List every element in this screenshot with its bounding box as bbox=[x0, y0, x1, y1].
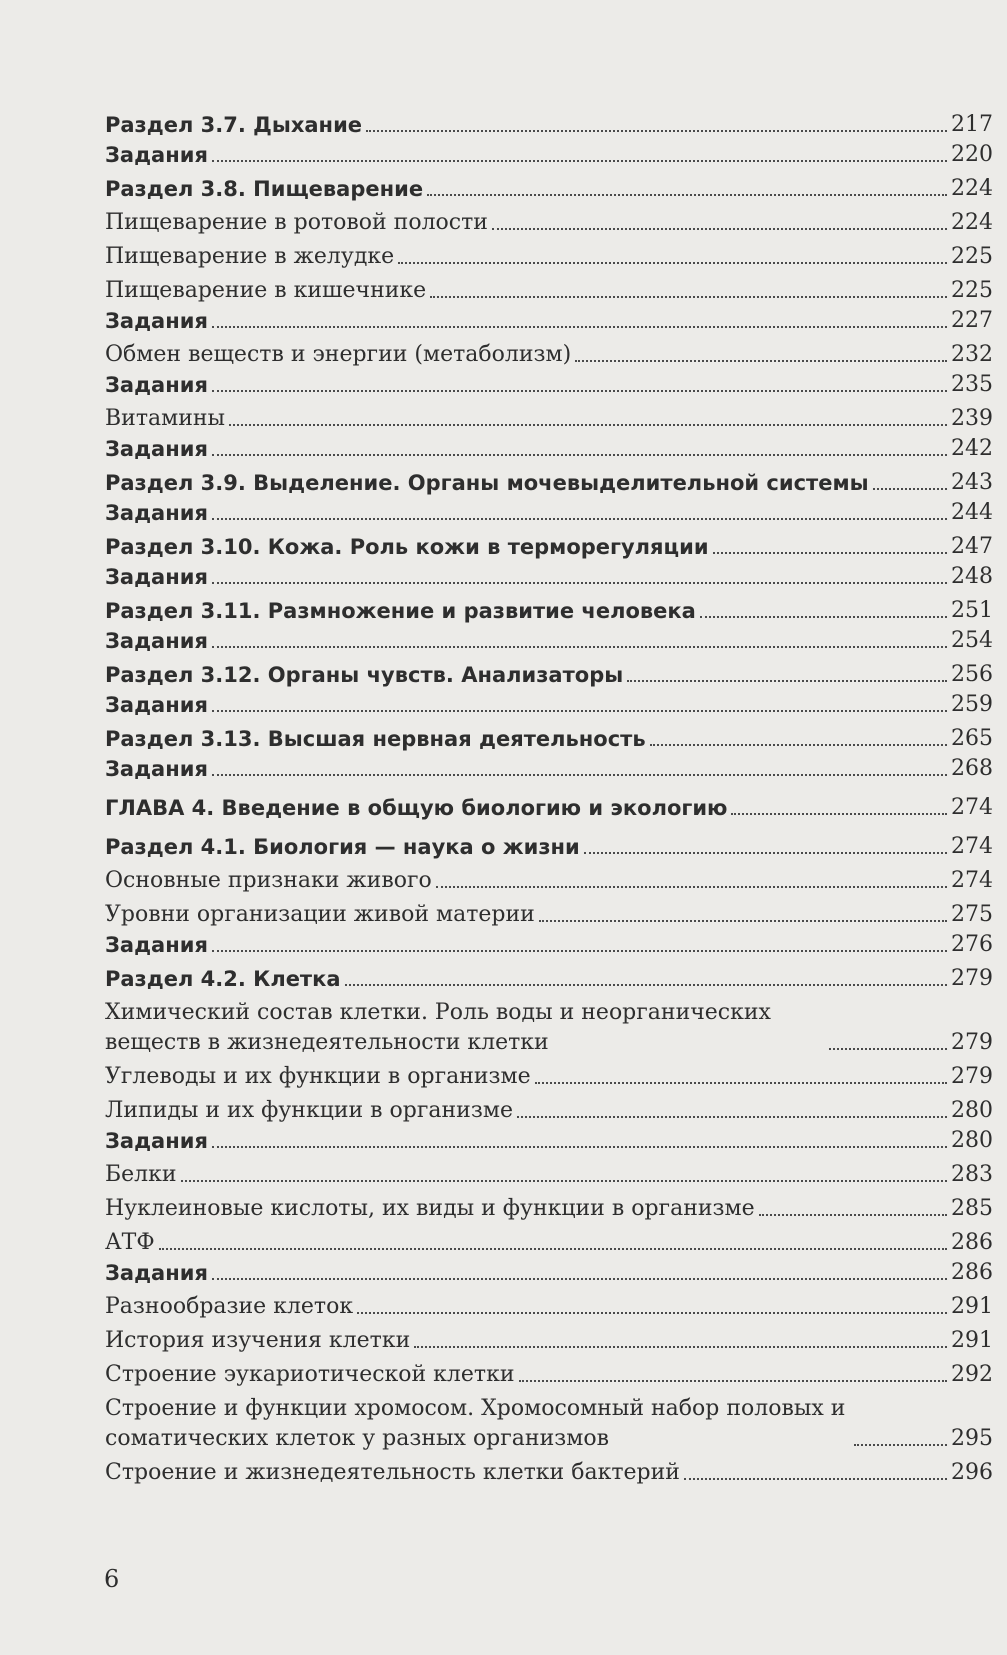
dot-leader bbox=[212, 773, 947, 776]
toc-entry-title: ГЛАВА 4. Введение в общую биологию и экологию bbox=[105, 796, 728, 820]
toc-entry bbox=[105, 140, 993, 170]
dot-leader bbox=[650, 743, 947, 746]
dot-leader bbox=[427, 193, 947, 196]
toc-entry bbox=[105, 370, 993, 400]
dot-leader bbox=[345, 983, 947, 986]
dot-leader bbox=[398, 261, 947, 264]
toc-entry-page: 279 bbox=[951, 1064, 993, 1089]
toc-entry-title: Задания bbox=[105, 565, 208, 589]
toc-entry-title: Раздел 4.2. Клетка bbox=[105, 967, 341, 991]
toc-entry-page: 291 bbox=[951, 1328, 993, 1353]
toc-entry-title: Задания bbox=[105, 1261, 208, 1285]
dot-leader bbox=[212, 1277, 947, 1280]
toc-entry-title: Задания bbox=[105, 373, 208, 397]
toc-entry-page: 279 bbox=[951, 966, 993, 991]
dot-leader bbox=[159, 1247, 947, 1250]
toc-entry-page: 225 bbox=[951, 278, 993, 303]
toc-entry-title: Уровни организации живой материи bbox=[105, 902, 535, 927]
toc-entry-page: 283 bbox=[951, 1162, 993, 1187]
toc-entry-page: 224 bbox=[951, 176, 993, 201]
toc-entry-title: Пищеварение в ротовой полости bbox=[105, 210, 488, 235]
toc-entry-page: 286 bbox=[951, 1230, 993, 1255]
toc-entry-page: 217 bbox=[951, 112, 993, 137]
toc-entry-title: Раздел 3.8. Пищеварение bbox=[105, 177, 424, 201]
toc-entry-page: 274 bbox=[951, 834, 993, 859]
toc-entry-page: 247 bbox=[951, 534, 993, 559]
toc-entry-page: 227 bbox=[951, 308, 993, 333]
toc-entry-title: Нуклеиновые кислоты, их виды и функции в организме bbox=[105, 1196, 755, 1221]
dot-leader bbox=[759, 1213, 947, 1216]
toc-entry bbox=[105, 690, 993, 720]
toc-entry-title: Задания bbox=[105, 309, 208, 333]
toc-entry-page: 274 bbox=[951, 795, 993, 820]
toc-entry bbox=[105, 1160, 993, 1190]
dot-leader bbox=[212, 709, 947, 712]
toc-entry-title: Строение и жизнедеятельность клетки бактерий bbox=[105, 1460, 680, 1485]
toc-entry-title: Липиды и их функции в организме bbox=[105, 1098, 513, 1123]
dot-leader bbox=[212, 581, 947, 584]
toc-entry bbox=[105, 1394, 993, 1454]
page-number: 6 bbox=[104, 1565, 120, 1593]
toc-entry-page: 275 bbox=[951, 902, 993, 927]
toc-entry-title: Белки bbox=[105, 1162, 177, 1187]
toc-entry-page: 296 bbox=[951, 1460, 993, 1485]
dot-leader bbox=[575, 359, 947, 362]
toc-entry-title: Задания bbox=[105, 693, 208, 717]
toc-entry bbox=[105, 404, 993, 434]
dot-leader bbox=[535, 1081, 947, 1084]
toc-entry-page: 295 bbox=[951, 1426, 993, 1451]
dot-leader bbox=[212, 453, 947, 456]
toc-entry-title: Задания bbox=[105, 757, 208, 781]
dot-leader bbox=[684, 1477, 947, 1480]
toc-entry bbox=[105, 1062, 993, 1092]
toc-entry bbox=[105, 434, 993, 464]
dot-leader bbox=[854, 1443, 947, 1446]
dot-leader bbox=[700, 615, 947, 618]
toc-entry-page: 285 bbox=[951, 1196, 993, 1221]
toc-entry-title: Раздел 3.10. Кожа. Роль кожи в терморегуляции bbox=[105, 535, 709, 559]
toc-entry bbox=[105, 208, 993, 238]
toc-entry-page: 292 bbox=[951, 1362, 993, 1387]
dot-leader bbox=[430, 295, 947, 298]
toc-entry-title: Раздел 3.9. Выделение. Органы мочевыделительной системы bbox=[105, 471, 869, 495]
toc-entry bbox=[105, 340, 993, 370]
toc-entry bbox=[105, 1326, 993, 1356]
dot-leader bbox=[212, 325, 947, 328]
toc-entry bbox=[105, 562, 993, 592]
toc-entry-page: 251 bbox=[951, 598, 993, 623]
toc-entry bbox=[105, 900, 993, 930]
toc-entry-title: Пищеварение в желудке bbox=[105, 244, 395, 269]
table-of-contents bbox=[105, 110, 993, 1488]
toc-entry-title: Задания bbox=[105, 629, 208, 653]
toc-entry bbox=[105, 1096, 993, 1126]
dot-leader bbox=[212, 159, 947, 162]
toc-entry-title: Задания bbox=[105, 437, 208, 461]
toc-entry-page: 286 bbox=[951, 1260, 993, 1285]
toc-entry-page: 291 bbox=[951, 1294, 993, 1319]
toc-entry-title: Витамины bbox=[105, 406, 226, 431]
toc-entry bbox=[105, 998, 993, 1058]
toc-entry bbox=[105, 174, 993, 204]
dot-leader bbox=[731, 812, 947, 815]
toc-entry bbox=[105, 1126, 993, 1156]
dot-leader bbox=[212, 389, 947, 392]
toc-entry-page: 268 bbox=[951, 756, 993, 781]
toc-entry-title: Разнообразие клеток bbox=[105, 1294, 354, 1319]
toc-entry bbox=[105, 832, 993, 862]
toc-entry bbox=[105, 306, 993, 336]
toc-entry bbox=[105, 1228, 993, 1258]
toc-entry-page: 244 bbox=[951, 500, 993, 525]
toc-entry bbox=[105, 1194, 993, 1224]
dot-leader bbox=[212, 645, 947, 648]
toc-entry bbox=[105, 532, 993, 562]
toc-entry-page: 280 bbox=[951, 1098, 993, 1123]
toc-entry-title: Раздел 3.12. Органы чувств. Анализаторы bbox=[105, 663, 624, 687]
toc-entry-page: 239 bbox=[951, 406, 993, 431]
toc-entry-title: Строение и функции хромосом. Хромосомный набор половых и соматических клеток у разных организмов bbox=[105, 1396, 846, 1451]
toc-entry bbox=[105, 1292, 993, 1322]
toc-entry-title: Строение эукариотической клетки bbox=[105, 1362, 515, 1387]
dot-leader bbox=[517, 1115, 947, 1118]
toc-entry-page: 243 bbox=[951, 470, 993, 495]
toc-entry-title: Пищеварение в кишечнике bbox=[105, 278, 427, 303]
toc-entry-page: 225 bbox=[951, 244, 993, 269]
toc-entry bbox=[105, 866, 993, 896]
toc-entry-title: Задания bbox=[105, 143, 208, 167]
toc-entry-title: Химический состав клетки. Роль воды и неорганических веществ в жизнедеятельности клетки bbox=[105, 1000, 771, 1055]
toc-entry-page: 242 bbox=[951, 436, 993, 461]
toc-entry-page: 256 bbox=[951, 662, 993, 687]
toc-entry-page: 232 bbox=[951, 342, 993, 367]
toc-entry-page: 279 bbox=[951, 1030, 993, 1055]
toc-entry-page: 274 bbox=[951, 868, 993, 893]
dot-leader bbox=[519, 1379, 947, 1382]
dot-leader bbox=[229, 423, 947, 426]
toc-entry-page: 276 bbox=[951, 932, 993, 957]
toc-entry-title: Раздел 3.7. Дыхание bbox=[105, 113, 363, 137]
dot-leader bbox=[212, 1145, 947, 1148]
toc-entry bbox=[105, 930, 993, 960]
toc-entry-title: Раздел 4.1. Биология — наука о жизни bbox=[105, 835, 580, 859]
toc-entry-title: АТФ bbox=[105, 1230, 155, 1255]
toc-entry bbox=[105, 660, 993, 690]
toc-entry bbox=[105, 110, 993, 140]
toc-entry bbox=[105, 724, 993, 754]
dot-leader bbox=[627, 679, 947, 682]
toc-entry-page: 280 bbox=[951, 1128, 993, 1153]
dot-leader bbox=[539, 919, 947, 922]
dot-leader bbox=[357, 1311, 947, 1314]
toc-entry-page: 259 bbox=[951, 692, 993, 717]
toc-entry-title: Задания bbox=[105, 933, 208, 957]
toc-entry-page: 254 bbox=[951, 628, 993, 653]
toc-entry-title: Углеводы и их функции в организме bbox=[105, 1064, 531, 1089]
toc-entry-page: 224 bbox=[951, 210, 993, 235]
toc-entry bbox=[105, 1258, 993, 1288]
toc-entry-title: Раздел 3.11. Размножение и развитие человека bbox=[105, 599, 696, 623]
toc-entry bbox=[105, 1360, 993, 1390]
toc-entry bbox=[105, 754, 993, 784]
toc-entry-title: История изучения клетки bbox=[105, 1328, 411, 1353]
toc-entry bbox=[105, 498, 993, 528]
dot-leader bbox=[212, 517, 947, 520]
toc-entry bbox=[105, 626, 993, 656]
dot-leader bbox=[366, 129, 947, 132]
toc-entry-title: Раздел 3.13. Высшая нервная деятельность bbox=[105, 727, 646, 751]
dot-leader bbox=[212, 949, 947, 952]
toc-entry-page: 235 bbox=[951, 372, 993, 397]
toc-entry-title: Обмен веществ и энергии (метаболизм) bbox=[105, 342, 572, 367]
toc-entry bbox=[105, 1458, 993, 1488]
toc-entry bbox=[105, 596, 993, 626]
dot-leader bbox=[436, 885, 947, 888]
toc-entry bbox=[105, 964, 993, 994]
dot-leader bbox=[492, 227, 947, 230]
dot-leader bbox=[584, 851, 947, 854]
dot-leader bbox=[873, 487, 947, 490]
toc-entry bbox=[105, 793, 993, 823]
toc-entry-title: Задания bbox=[105, 1129, 208, 1153]
toc-entry-title: Основные признаки живого bbox=[105, 868, 432, 893]
dot-leader bbox=[713, 551, 947, 554]
dot-leader bbox=[414, 1345, 947, 1348]
dot-leader bbox=[829, 1047, 947, 1050]
toc-entry-page: 248 bbox=[951, 564, 993, 589]
toc-entry-title: Задания bbox=[105, 501, 208, 525]
toc-entry bbox=[105, 242, 993, 272]
toc-entry-page: 220 bbox=[951, 142, 993, 167]
toc-entry bbox=[105, 276, 993, 306]
toc-entry-page: 265 bbox=[951, 726, 993, 751]
dot-leader bbox=[181, 1179, 947, 1182]
toc-entry bbox=[105, 468, 993, 498]
